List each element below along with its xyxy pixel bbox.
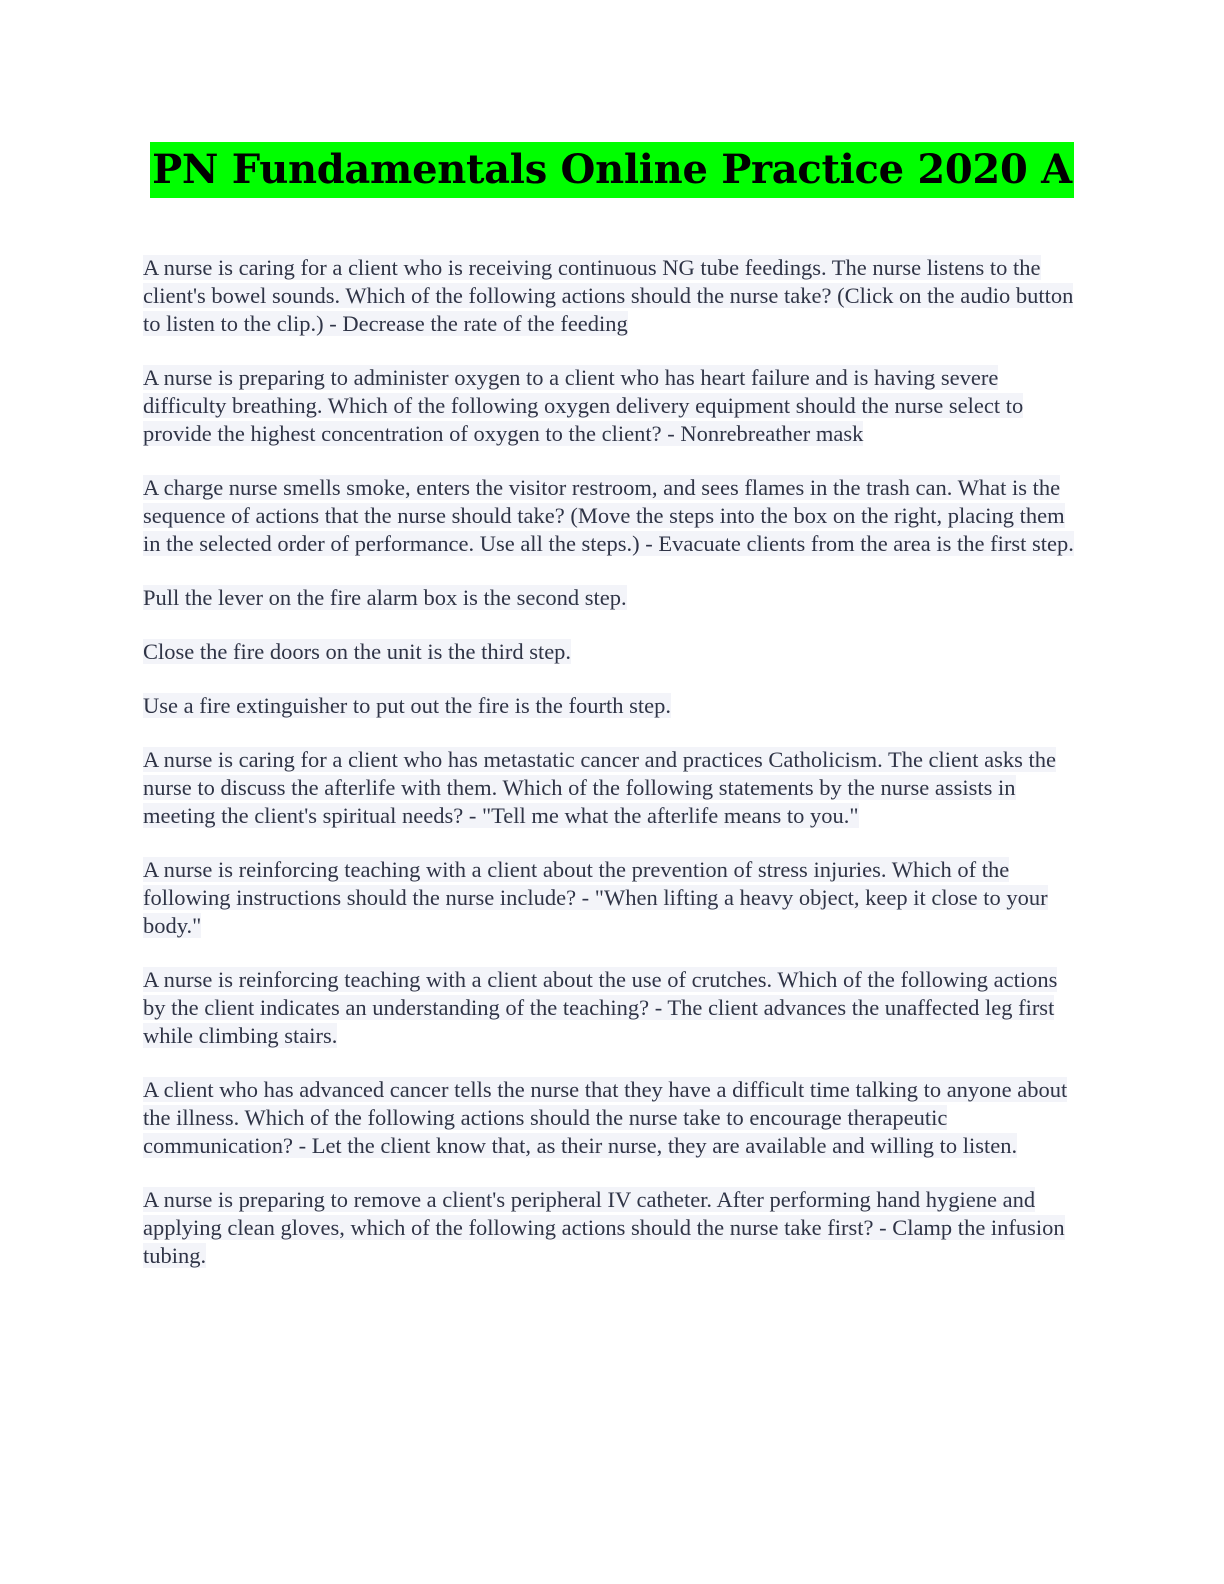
qa-text: A nurse is caring for a client who has metastatic cancer and practices Catholicism. The client asks the nurse to discuss the afterlife with them. Which of the following statements by the nurse assists in meeting the client's spiritual needs? - "Tell me what the afterlife means to you." xyxy=(143,747,1057,828)
title-container xyxy=(0,142,1224,198)
qa-text: A nurse is preparing to administer oxygen to a client who has heart failure and is having severe difficulty breathing. Which of the following oxygen delivery equipment should the nurse select to provide the highest concentration of oxygen to the client? - Nonrebreather mask xyxy=(143,365,1024,446)
qa-paragraph-7 xyxy=(143,746,1078,830)
qa-paragraph-2 xyxy=(143,364,1078,448)
qa-paragraph-11 xyxy=(143,1186,1078,1270)
qa-text: Pull the lever on the fire alarm box is the second step. xyxy=(143,585,627,610)
qa-text: A charge nurse smells smoke, enters the visitor restroom, and sees flames in the trash can. What is the sequence of actions that the nurse should take? (Move the steps into the box on the right, placing them in the selected order of performance. Use all the steps.) - Evacuate clients from the area is the first step. xyxy=(143,475,1074,556)
qa-text: A nurse is reinforcing teaching with a client about the prevention of stress injuries. Which of the following instructions should the nurse include? - "When lifting a heavy object, keep it close to your body." xyxy=(143,857,1048,938)
qa-text: A nurse is caring for a client who is receiving continuous NG tube feedings. The nurse listens to the client's bowel sounds. Which of the following actions should the nurse take? (Click on the audio button to listen to the clip.) - Decrease the rate of the feeding xyxy=(143,255,1074,336)
qa-text: A client who has advanced cancer tells the nurse that they have a difficult time talking to anyone about the illness. Which of the following actions should the nurse take to encourage therapeutic communication? - Let the client know that, as their nurse, they are available and willing to listen. xyxy=(143,1077,1068,1158)
document-body xyxy=(143,254,1078,1296)
qa-paragraph-1 xyxy=(143,254,1078,338)
qa-paragraph-10 xyxy=(143,1076,1078,1160)
qa-paragraph-8 xyxy=(143,856,1078,940)
qa-text: A nurse is preparing to remove a client's peripheral IV catheter. After performing hand hygiene and applying clean gloves, which of the following actions should the nurse take first? - Clamp the infusion tubing. xyxy=(143,1187,1065,1268)
qa-text: A nurse is reinforcing teaching with a client about the use of crutches. Which of the following actions by the client indicates an understanding of the teaching? - The client advances the unaffected leg first while climbing stairs. xyxy=(143,967,1058,1048)
qa-paragraph-3 xyxy=(143,474,1078,558)
qa-text: Use a fire extinguisher to put out the fire is the fourth step. xyxy=(143,693,671,718)
qa-paragraph-9 xyxy=(143,966,1078,1050)
qa-text: Close the fire doors on the unit is the third step. xyxy=(143,639,572,664)
qa-paragraph-6 xyxy=(143,692,1078,720)
qa-paragraph-5 xyxy=(143,638,1078,666)
qa-paragraph-4 xyxy=(143,584,1078,612)
document-title: PN Fundamentals Online Practice 2020 A xyxy=(150,142,1074,198)
